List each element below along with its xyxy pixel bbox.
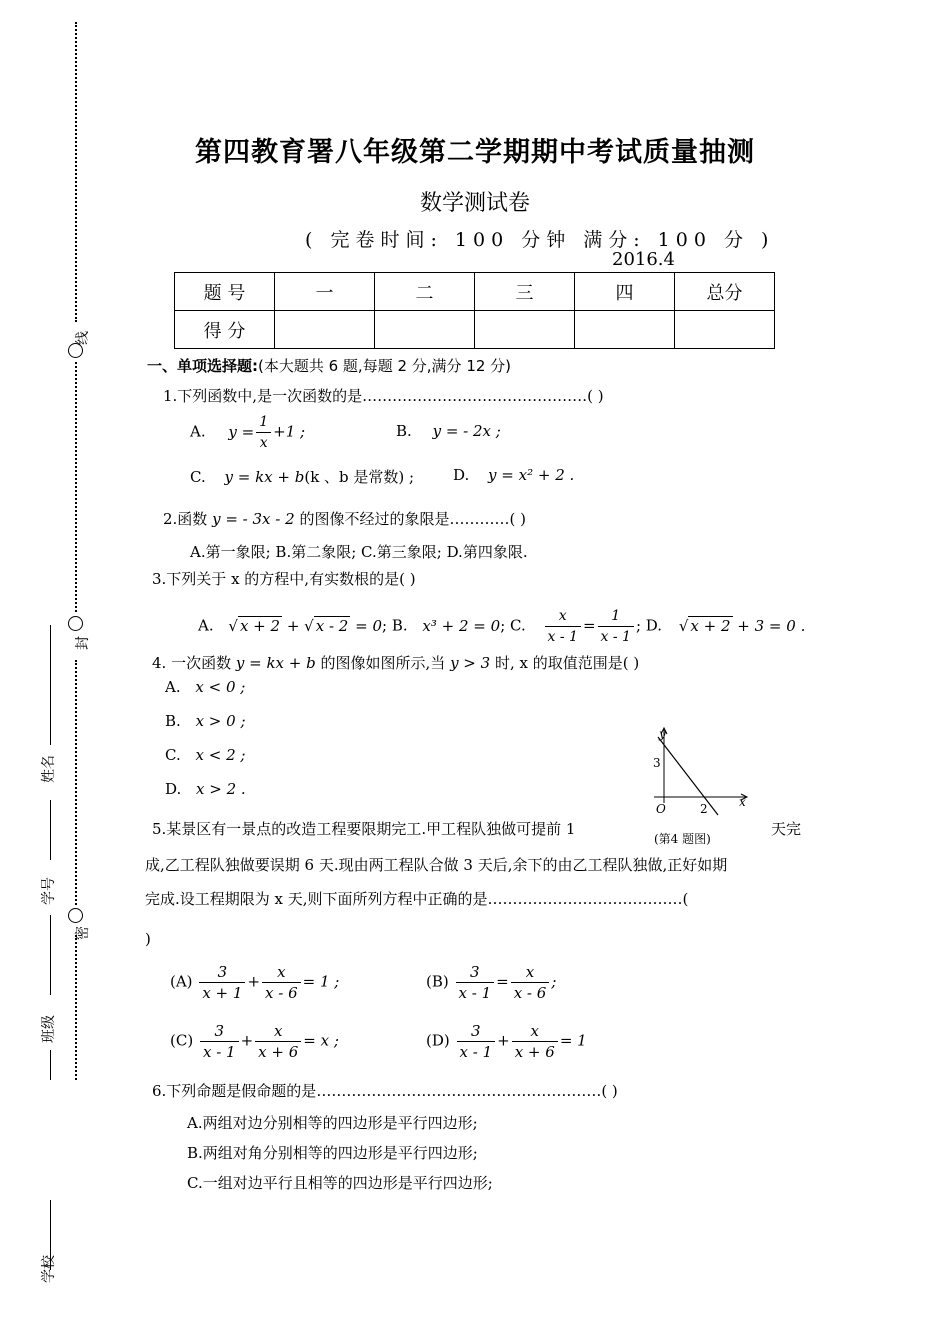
q6-stem: 6.下列命题是假命题的是…………………………………………………( ) <box>152 1082 618 1100</box>
score-cell-2[interactable] <box>375 311 475 349</box>
binding-dotted-line-top <box>75 22 77 322</box>
line-label: 线 <box>75 331 91 345</box>
score-cell-4[interactable] <box>575 311 675 349</box>
q3-c-label: ; C. <box>500 616 526 635</box>
q4-c-label: C. <box>165 746 181 764</box>
q2-expr: y = - 3x - 2 <box>212 510 295 528</box>
q2-options: A.第一象限; B.第二象限; C.第三象限; D.第四象限. <box>190 543 528 561</box>
score-col-total: 总分 <box>675 273 775 311</box>
q4-stem-pre: 4. 一次函数 <box>152 654 232 672</box>
q4-y-label: y <box>659 727 666 741</box>
name-field-line[interactable] <box>50 625 51 745</box>
q1-b-label: B. <box>396 422 412 440</box>
q5-option-c: (C) $\frac{3}{x - 1}$ + $\frac{x}{x + 6}$ = x ; <box>170 1022 339 1061</box>
q1-option-d <box>453 466 574 484</box>
score-row-label: 得 分 <box>175 311 275 349</box>
binding-dotted-line-low <box>75 660 77 905</box>
q6-option-b: B.两组对角分别相等的四边形是平行四边形; <box>187 1144 478 1162</box>
seal-label: 封 <box>75 636 91 650</box>
q4-d-expr: x > 2 . <box>196 780 246 798</box>
name-field-label: 姓名 <box>41 755 57 783</box>
q6-option-a: A.两组对边分别相等的四边形是平行四边形; <box>187 1114 478 1132</box>
q4-tick-y: 3 <box>653 756 661 770</box>
q4-cond: y > 3 <box>450 654 491 672</box>
exam-title: 第四教育署八年级第二学期期中考试质量抽测 <box>195 137 755 168</box>
q3-b-label: ; B. <box>382 616 408 635</box>
q4-option-c <box>165 746 245 764</box>
q4-stem-mid: 的图像如图所示,当 <box>320 654 446 672</box>
q1-c-expr: y = kx + b <box>224 468 305 486</box>
section1-heading <box>147 355 511 376</box>
q4-tick-x: 2 <box>700 802 708 816</box>
q1-stem: 1.下列函数中,是一次函数的是………………………………………( ) <box>163 387 604 405</box>
score-col-4: 四 <box>575 273 675 311</box>
q4-b-expr: x > 0 ; <box>195 712 246 730</box>
q5-option-b: (B) $\frac{3}{x - 1}$ = $\frac{x}{x - 6}$ ; <box>426 963 557 1002</box>
secret-label: 密 <box>75 926 91 940</box>
q2-stem-post: 的图像不经过的象限是…………( ) <box>299 510 526 528</box>
section1-note: (本大题共 6 题,每题 2 分,满分 12 分) <box>258 357 512 375</box>
q3-d-label: ; D. <box>635 616 663 635</box>
q3-options: A. √ x + 2 + √ x - 2 = 0; B. x³ + 2 = 0; C. $\frac{x}{x - 1}$ = $\frac{1}{x - 1}$ ; D. √ x + 2 + 3 = 0 . <box>198 608 806 645</box>
q5-d-label: (D) <box>426 1031 450 1050</box>
binding-circle-3 <box>68 908 83 923</box>
q5-b-label: (B) <box>426 972 449 991</box>
q1-b-expr: y = - 2x ; <box>432 422 501 440</box>
score-cell-3[interactable] <box>475 311 575 349</box>
q5-option-a: (A) $\frac{3}{x + 1}$ + $\frac{x}{x - 6}$ = 1 ; <box>170 963 340 1002</box>
score-cell-1[interactable] <box>275 311 375 349</box>
q5-c-label: (C) <box>170 1031 194 1050</box>
q5-line4: ) <box>145 930 151 948</box>
q1-option-b <box>396 422 501 440</box>
class-field-label: 班级 <box>41 1015 57 1043</box>
q5-option-d: (D) $\frac{3}{x - 1}$ + $\frac{x}{x + 6}$ = 1 <box>426 1022 587 1061</box>
q2-stem <box>163 508 526 529</box>
exam-info: ( 完卷时间: 100 分钟 满分: 100 分 ) <box>305 229 775 251</box>
school-field-label: 学校 <box>41 1255 57 1283</box>
score-col-label: 题 号 <box>175 273 275 311</box>
q1-a-label: A. <box>190 422 206 441</box>
exam-subtitle: 数学测试卷 <box>419 191 530 216</box>
q4-d-label: D. <box>165 780 182 798</box>
q1-c-note: (k 、b 是常数) ; <box>304 468 415 486</box>
q5-line3: 完成.设工程期限为 x 天,则下面所列方程中正确的是…………………………………( <box>145 890 689 908</box>
q3-a-label: A. <box>198 616 214 635</box>
q4-origin-label: O <box>656 802 666 816</box>
binding-dotted-line-bottom <box>75 935 77 1080</box>
q4-function-line <box>658 737 718 815</box>
q4-stem <box>152 652 639 673</box>
q4-a-label: A. <box>165 678 181 696</box>
class-field-line[interactable] <box>50 915 51 995</box>
q3-stem: 3.下列关于 x 的方程中,有实数根的是( ) <box>152 570 416 588</box>
score-table-header-row <box>175 273 775 311</box>
q1-d-expr: y = x² + 2 . <box>488 466 575 484</box>
q4-x-label: x <box>739 795 746 809</box>
score-col-3: 三 <box>475 273 575 311</box>
binding-dotted-line-mid <box>75 362 77 612</box>
q6-option-c: C.一组对边平行且相等的四边形是平行四边形; <box>187 1174 493 1192</box>
q1-d-label: D. <box>453 466 470 484</box>
q4-expr: y = kx + b <box>235 654 316 672</box>
q4-a-expr: x < 0 ; <box>195 678 246 696</box>
section1-title: 一、单项选择题: <box>147 357 258 375</box>
q4-stem-post: 时, x 的取值范围是( ) <box>494 654 640 672</box>
q4-figure <box>650 725 760 825</box>
q4-option-b <box>165 712 246 730</box>
q1-c-label: C. <box>190 468 206 486</box>
q4-b-label: B. <box>165 712 181 730</box>
q5-line1-end: 天完 <box>771 820 802 838</box>
score-table-score-row <box>175 311 775 349</box>
binding-circle-2 <box>68 616 83 631</box>
q1-option-c <box>190 466 414 487</box>
student-id-field-line[interactable] <box>50 800 51 860</box>
q4-option-d <box>165 780 246 798</box>
q5-line2: 成,乙工程队独做要误期 6 天.现由两工程队合做 3 天后,余下的由乙工程队独做,正好如期 <box>145 856 728 874</box>
student-id-field-label: 学号 <box>41 877 57 905</box>
score-cell-total[interactable] <box>675 311 775 349</box>
binding-circle-1 <box>68 343 83 358</box>
q4-figure-caption: (第4 题图) <box>654 832 711 846</box>
q4-option-a <box>165 678 245 696</box>
q3-b-expr: x³ + 2 = 0 <box>422 616 501 635</box>
q5-a-label: (A) <box>170 972 193 991</box>
exam-date: 2016.4 <box>612 249 675 270</box>
q2-stem-pre: 2.函数 <box>163 510 208 528</box>
q4-c-expr: x < 2 ; <box>195 746 246 764</box>
q5-line1: 5.某景区有一景点的改造工程要限期完工.甲工程队独做可提前 1 <box>152 820 576 838</box>
score-col-1: 一 <box>275 273 375 311</box>
q1-option-a: A. y = $\frac{1}{x}$ +1 ; <box>190 414 306 451</box>
score-table <box>174 272 775 349</box>
class-field-line-2[interactable] <box>50 1050 51 1080</box>
score-col-2: 二 <box>375 273 475 311</box>
